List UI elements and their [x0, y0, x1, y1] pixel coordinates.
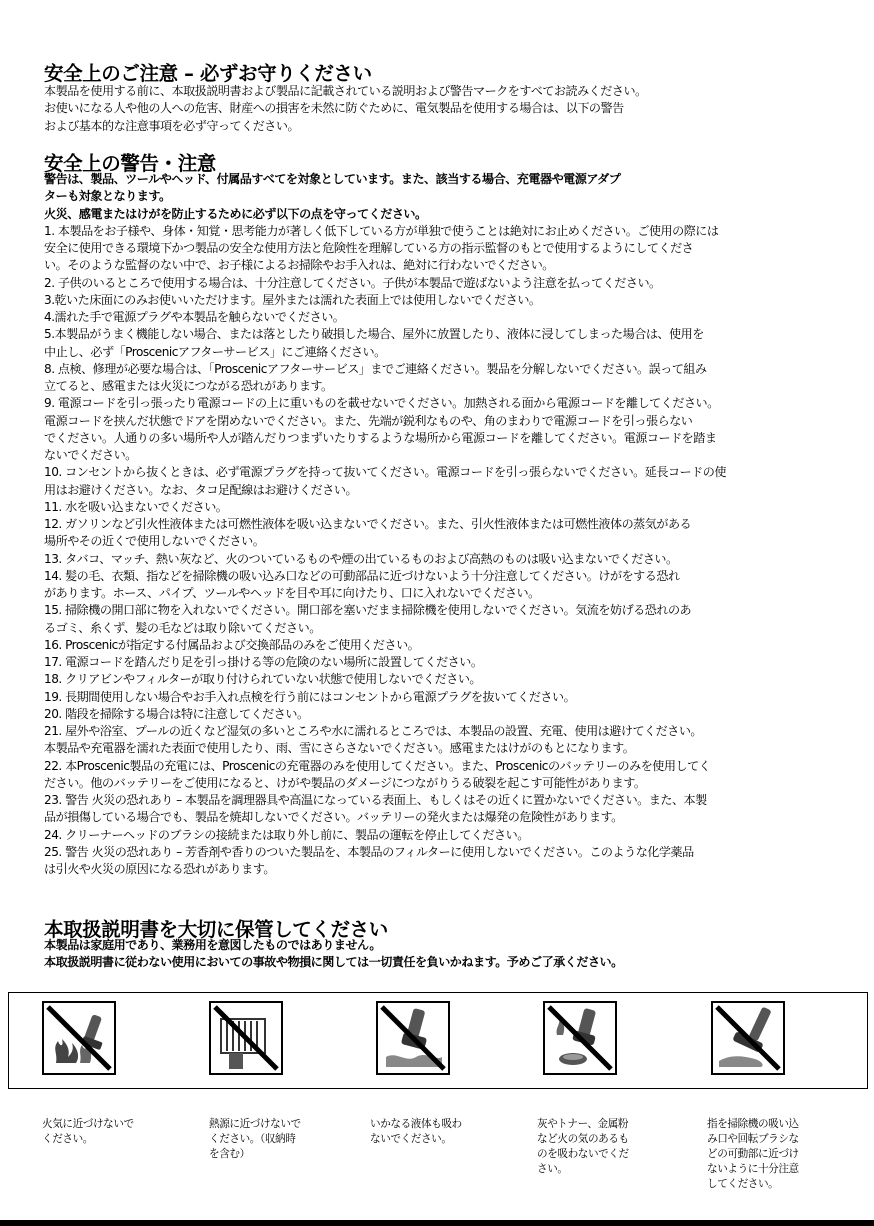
list-line: 17. 電源コードを踏んだり足を引っ掛ける等の危険のない場所に設置してください。 [44, 655, 483, 669]
bold-line: ターも対象となります。 [44, 189, 171, 204]
caption-line: ください。 [42, 1133, 93, 1145]
section-title-safety-notice: 安全上のご注意 – 必ずお守りください [44, 62, 372, 85]
caption-line: のを吸わないでくだ [537, 1148, 629, 1160]
bold-line: 本製品は家庭用であり、業務用を意図したものではありません。 [44, 938, 381, 952]
list-line: 5.本製品がうまく機能しない場合、または落としたり破損した場合、屋外に放置したり、液体に浸してしまった場合は、使用を [44, 327, 704, 342]
caption-line: ください。（収納時 [209, 1133, 296, 1145]
list-line: 18. クリアビンやフィルターが取り付けられていない状態で使用しないでください。 [44, 672, 482, 687]
section-title-keep-manual: 本取扱説明書を大切に保管してください [44, 918, 388, 941]
caption-line: み口や回転ブラシな [707, 1133, 799, 1145]
list-line: ないでください。 [44, 448, 137, 462]
list-line: は引火や火災の原因になる恐れがあります。 [44, 862, 275, 876]
list-line: があります。ホース、パイプ、ツールやヘッドを目や耳に向けたり、口に入れないでください。 [44, 586, 540, 600]
bold-line: 本取扱説明書に従わない使用においての事故や物損に関しては一切責任を負いかねます。予めご了承ください。 [44, 955, 623, 970]
body-line: 本製品を使用する前に、本取扱説明書および製品に記載されている説明および警告マークをすべてお読みください。 [44, 84, 647, 98]
warnings-list [44, 171, 726, 896]
list-line: 12. ガソリンなど引火性液体または可燃性液体を吸い込まないでください。また、引火性液体または可燃性液体の蒸気がある [44, 517, 692, 531]
caption-line: ないでください。 [370, 1133, 452, 1145]
list-line: 11. 水を吸い込まないでください。 [44, 499, 228, 514]
bold-line: 火災、感電またはけがを防止するために必ず以下の点を守ってください。 [44, 206, 427, 221]
list-line: 立てると、感電または火災につながる恐れがあります。 [44, 379, 333, 393]
list-line: 用はお避けください。なお、タコ足配線はお避けください。 [44, 482, 358, 497]
body-line: お使いになる人や他の人への危害、財産への損害を未然に防ぐために、電気製品を使用する場合は、以下の警告 [44, 101, 624, 116]
caption-no-fingers [707, 1117, 799, 1192]
caption-line: 火気に近づけないで [42, 1118, 134, 1130]
caption-no-ash [537, 1117, 629, 1177]
list-line: 16. Proscenicが指定する付属品および交換部品のみをご使用ください。 [44, 637, 420, 652]
list-line: 13. タバコ、マッチ、熱い灰など、火のついているものや煙の出ているものおよび高熱のものは吸い込まないでください。 [44, 551, 678, 566]
list-line: るゴミ、糸くず、髪の毛などは取り除いてください。 [44, 620, 321, 635]
no-fingers-icon [711, 1001, 785, 1075]
list-line: 22. 本Proscenic製品の充電には、Proscenicの充電器のみを使用してください。また、Proscenicのバッテリーのみを使用してく [44, 758, 711, 773]
list-line: 23. 警告 火災の恐れあり – 本製品を調理器具や高温になっている表面上、もしくはその近くに置かないでください。また、本製 [44, 793, 707, 807]
caption-no-heat-source [209, 1117, 301, 1162]
caption-no-liquid [370, 1117, 462, 1147]
no-fire-icon [42, 1001, 116, 1075]
list-line: 24. クリーナーヘッドのブラシの接続または取り外し前に、製品の運転を停止してください。 [44, 827, 529, 842]
no-heat-source-icon [209, 1001, 283, 1075]
list-line: 場所やその近くで使用しないでください。 [44, 534, 265, 549]
list-line: 8. 点検、修理が必要な場合は、「Proscenicアフターサービス」までご連絡ください。製品を分解しないでください。誤って組み [44, 361, 707, 376]
list-line: 19. 長期間使用しない場合やお手入れ点検を行う前にはコンセントから電源プラグを抜いてください。 [44, 689, 576, 704]
list-line: 21. 屋外や浴室、プールの近くなど湿気の多いところや水に濡れるところでは、本製品の設置、充電、使用は避けてください。 [44, 724, 703, 738]
list-line: 2. 子供のいるところで使用する場合は、十分注意してください。子供が本製品で遊ばないよう注意を払ってください。 [44, 275, 661, 290]
no-ash-icon [543, 1001, 617, 1075]
list-line: 安全に使用できる環境下かつ製品の安全な使用方法と危険性を理解している方の指示監督のもとで使用するようにしてくださ [44, 241, 694, 255]
caption-line: 灰やトナー、金属粉 [537, 1118, 629, 1130]
list-line: ださい。他のバッテリーをご使用になると、けがや製品のダメージにつながりうる破裂を起こす可能性があります。 [44, 775, 646, 790]
list-line: 10. コンセントから抜くときは、必ず電源プラグを持って抜いてください。電源コードを引っ張らないでください。延長コードの使 [44, 465, 726, 480]
caption-line: を含む） [209, 1148, 250, 1160]
caption-line: ないように十分注意 [707, 1163, 799, 1175]
caption-line: どの可動部に近づけ [707, 1148, 799, 1160]
list-line: 中止し、必ず「Proscenicアフターサービス」にご連絡ください。 [44, 344, 386, 359]
caption-line: してください。 [707, 1178, 779, 1190]
list-line: 25. 警告 火災の恐れあり – 芳香剤や香りのついた製品を、本製品のフィルターに使用しないでください。このような化学薬品 [44, 844, 694, 859]
no-liquid-icon [376, 1001, 450, 1075]
list-line: 1. 本製品をお子様や、身体・知覚・思考能力が著しく低下している方が単独で使うことは絶対にお止めください。ご使用の際には [44, 223, 719, 238]
caption-line: など火の気のあるも [537, 1133, 629, 1145]
caption-line: 指を掃除機の吸い込 [707, 1118, 799, 1130]
page-bottom-rule [0, 1220, 874, 1226]
list-line: 本製品や充電器を濡れた表面で使用したり、雨、雪にさらさないでください。感電またはけがのもとになります。 [44, 741, 635, 756]
list-line: 品が損傷している場合でも、製品を焼却しないでください。バッテリーの発火または爆発の危険性があります。 [44, 810, 623, 825]
list-line: 14. 髪の毛、衣類、指などを掃除機の吸い込み口などの可動部品に近づけないよう十分注意してください。けがをする恐れ [44, 568, 680, 583]
bold-line: 警告は、製品、ツールやヘッド、付属品すべてを対象としています。また、該当する場合、充電器や電源アダプ [44, 172, 621, 186]
caption-line: 熱源に近づけないで [209, 1118, 301, 1130]
list-line: 20. 階段を掃除する場合は特に注意してください。 [44, 706, 309, 721]
list-line: 15. 掃除機の開口部に物を入れないでください。開口部を塞いだまま掃除機を使用しないでください。気流を妨げる恐れのあ [44, 603, 692, 618]
list-line: 3.乾いた床面にのみお使いいただけます。屋外または濡れた表面上では使用しないでください。 [44, 292, 541, 307]
list-line: 電源コードを挟んだ状態でドアを閉めないでください。また、先端が鋭利なものや、角のまわりで電源コードを引っ張らない [44, 413, 693, 428]
body-line: および基本的な注意事項を必ず守ってください。 [44, 118, 300, 133]
caption-line: いかなる液体も吸わ [370, 1118, 462, 1130]
caption-no-fire [42, 1117, 134, 1147]
list-line: い。そのような監督のない中で、お子様によるお掃除やお手入れは、絶対に行わないでください。 [44, 258, 554, 273]
list-line: 4.濡れた手で電源プラグや本製品を触らないでください。 [44, 310, 345, 324]
safety-notice-body [44, 83, 647, 135]
keep-manual-body [44, 937, 623, 972]
list-line: でください。人通りの多い場所や人が踏んだりつまずいたりするような場所から電源コードを離してください。電源コードを踏ま [44, 430, 717, 445]
list-line [44, 878, 726, 895]
caption-line: さい。 [537, 1163, 568, 1175]
section-title-warnings: 安全上の警告・注意 [44, 152, 216, 175]
list-line: 9. 電源コードを引っ張ったり電源コードの上に重いものを載せないでください。加熱される面から電源コードを離してください。 [44, 396, 719, 411]
